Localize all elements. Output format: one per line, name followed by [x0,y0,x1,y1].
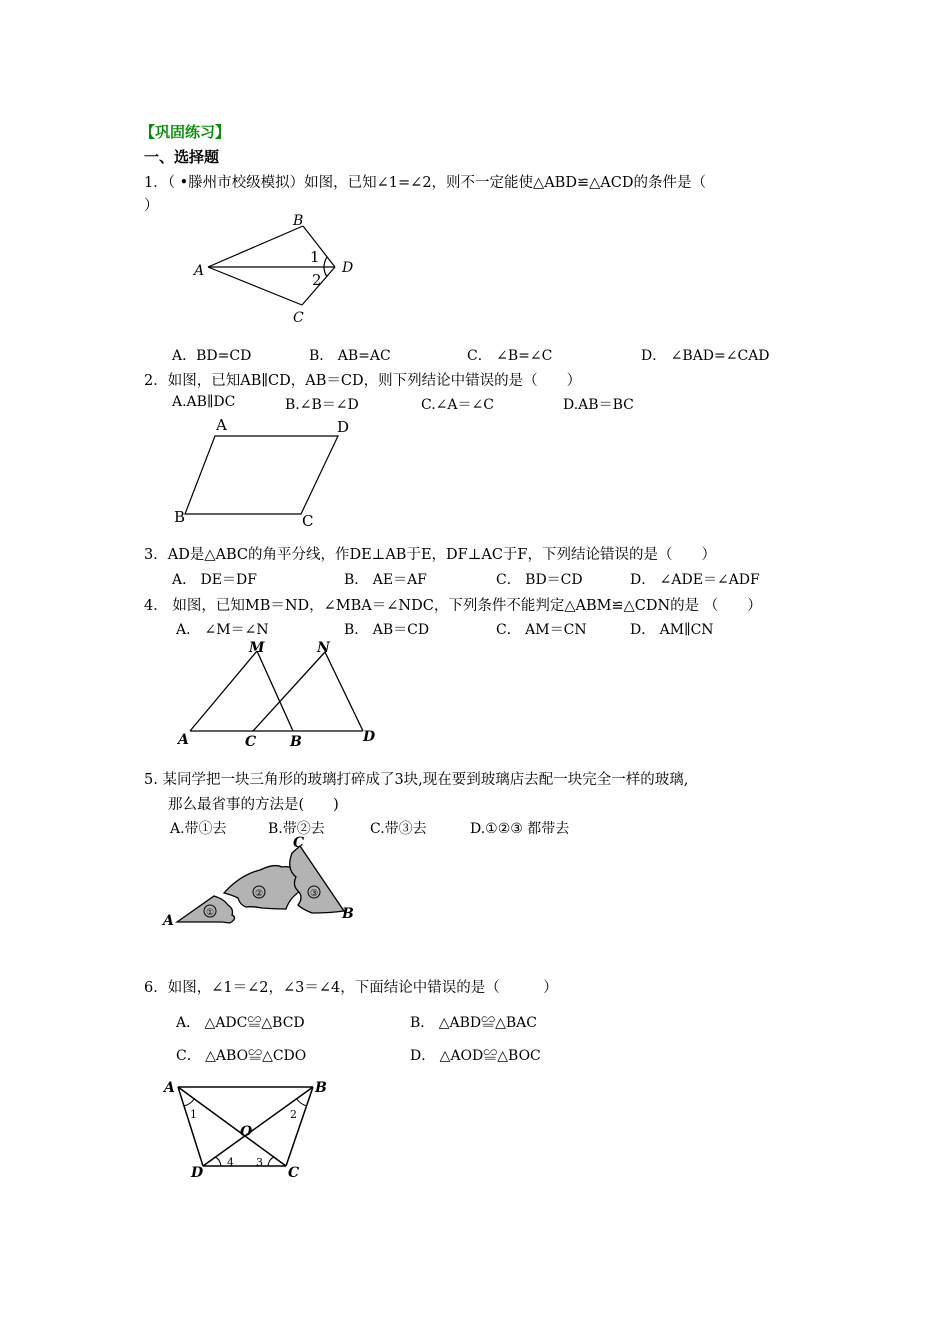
part-title: 一、选择题 [144,148,220,166]
label-angle-3: 3 [256,1156,263,1169]
label-o: O [240,1124,253,1140]
question-text: 如图，已知AB∥CD，AB＝CD，则下列结论中错误的是（ ） [167,373,582,389]
label-angle-4: 4 [227,1156,234,1169]
segment-ab [208,226,303,267]
q5-option-d[interactable]: D.①②③ 都带去 [470,821,570,837]
q3-option-a[interactable]: A． DE＝DF [172,572,257,588]
label-a: A [163,913,174,929]
label-d: D [342,260,354,276]
label-d: D [363,729,376,745]
label-a: A [216,416,227,434]
figure-4-triangles [175,638,385,753]
label-piece-3: ③ [309,889,319,899]
figure-5-broken-glass [162,835,362,935]
question-6 [144,976,558,997]
angle-arc-4 [215,1157,221,1166]
question-text: AD是△ABC的角平分线，作DE⊥AB于E，DF⊥AC于F，下列结论错误的是（ ） [167,547,716,563]
segment-cn [253,652,325,731]
angle-arc-1 [184,1099,194,1106]
label-angle-1: 1 [190,1108,197,1121]
segment-nd [325,652,363,731]
label-angle-2: 2 [290,1108,297,1121]
q6-option-a[interactable]: A． △ADC≌△BCD [176,1015,305,1031]
question-5 [144,768,688,789]
q4-option-d[interactable]: D． AM∥CN [630,622,714,638]
question-text: 如图，∠1＝∠2，∠3＝∠4，下面结论中错误的是（ ） [167,980,558,996]
segment-mb [257,651,293,731]
segment-ad [178,1087,203,1166]
q1-option-c[interactable]: C． ∠B=∠C [467,348,553,364]
label-b: B [290,734,302,750]
question-number: 6． [144,980,168,996]
figure-1-kite [190,210,380,330]
question-5-cont: 那么最省事的方法是( ) [168,797,339,813]
glass-piece-3 [290,846,344,913]
q4-option-b[interactable]: B． AB＝CD [344,622,430,638]
label-a: A [194,263,205,279]
label-a: A [164,1080,175,1096]
q5-option-a[interactable]: A.带①去 [170,821,227,837]
question-number: 1． [144,175,168,191]
label-b: B [293,213,304,229]
question-number: 2． [144,373,168,389]
figure-2-parallelogram [170,415,370,530]
q6-option-d[interactable]: D． △AOD≌△BOC [410,1048,541,1064]
angle-arc-2 [297,1099,307,1106]
diagonal-ac [178,1087,286,1166]
question-number: 4． [144,598,168,614]
q1-option-a[interactable]: A．BD=CD [172,348,252,364]
q2-option-a[interactable]: A.AB∥DC [172,394,236,410]
label-n: N [317,640,330,656]
label-angle-2: 2 [312,271,322,289]
segment-am [190,651,257,731]
label-c: C [293,310,304,326]
q2-option-c[interactable]: C.∠A＝∠C [421,397,494,413]
label-b: B [174,508,186,526]
q3-option-b[interactable]: B． AE＝AF [344,572,427,588]
label-b: B [342,906,354,922]
segment-bc [286,1087,313,1166]
q3-option-c[interactable]: C． BD＝CD [496,572,583,588]
question-number: 3． [144,547,168,563]
q5-option-c[interactable]: C.带③去 [370,821,427,837]
label-piece-2: ② [254,889,264,899]
q2-option-d[interactable]: D.AB＝BC [563,397,634,413]
question-3 [144,543,716,564]
label-angle-1: 1 [310,248,320,266]
q1-option-d[interactable]: D． ∠BAD=∠CAD [641,348,770,364]
question-2 [144,369,581,390]
figure-6-trapezoid [160,1074,350,1184]
diagonal-bd [203,1087,313,1166]
label-c: C [293,835,305,851]
q3-option-d[interactable]: D． ∠ADE＝∠ADF [630,572,760,588]
question-text: 某同学把一块三角形的玻璃打碎成了3块,现在要到玻璃店去配一块完全一样的玻璃, [162,772,689,788]
q6-option-c[interactable]: C． △ABO≌△CDO [176,1048,307,1064]
label-c: C [245,734,257,750]
q4-option-c[interactable]: C． AM＝CN [496,622,587,638]
q6-option-b[interactable]: B． △ABD≌△BAC [410,1015,538,1031]
label-c: C [288,1165,300,1181]
question-1-cont: ） [144,198,159,214]
label-c: C [302,512,314,530]
angle-arc-3 [268,1157,274,1166]
q2-option-b[interactable]: B.∠B＝∠D [285,397,359,413]
question-number: 5. [144,772,158,788]
q1-option-b[interactable]: B． AB=AC [309,348,391,364]
question-text: （ •滕州市校级模拟）如图，已知∠1=∠2，则不一定能使△ABD≌△ACD的条件是（ [167,175,706,191]
q5-option-b[interactable]: B.带②去 [268,821,325,837]
label-d: D [191,1165,204,1181]
section-title: 【巩固练习】 [140,123,231,141]
question-1 [144,171,706,192]
label-a: A [178,732,189,748]
segment-ac [208,267,302,305]
label-b: B [315,1080,327,1096]
label-d: D [337,418,350,436]
question-text: 如图，已知MB＝ND，∠MBA＝∠NDC，下列条件不能判定△ABM≌△CDN的是 （ ） [167,598,762,614]
label-m: M [249,640,265,656]
label-piece-1: ① [205,908,215,918]
q4-option-a[interactable]: A． ∠M＝∠N [176,622,269,638]
question-4 [144,594,762,615]
parallelogram-abcd [185,436,338,514]
